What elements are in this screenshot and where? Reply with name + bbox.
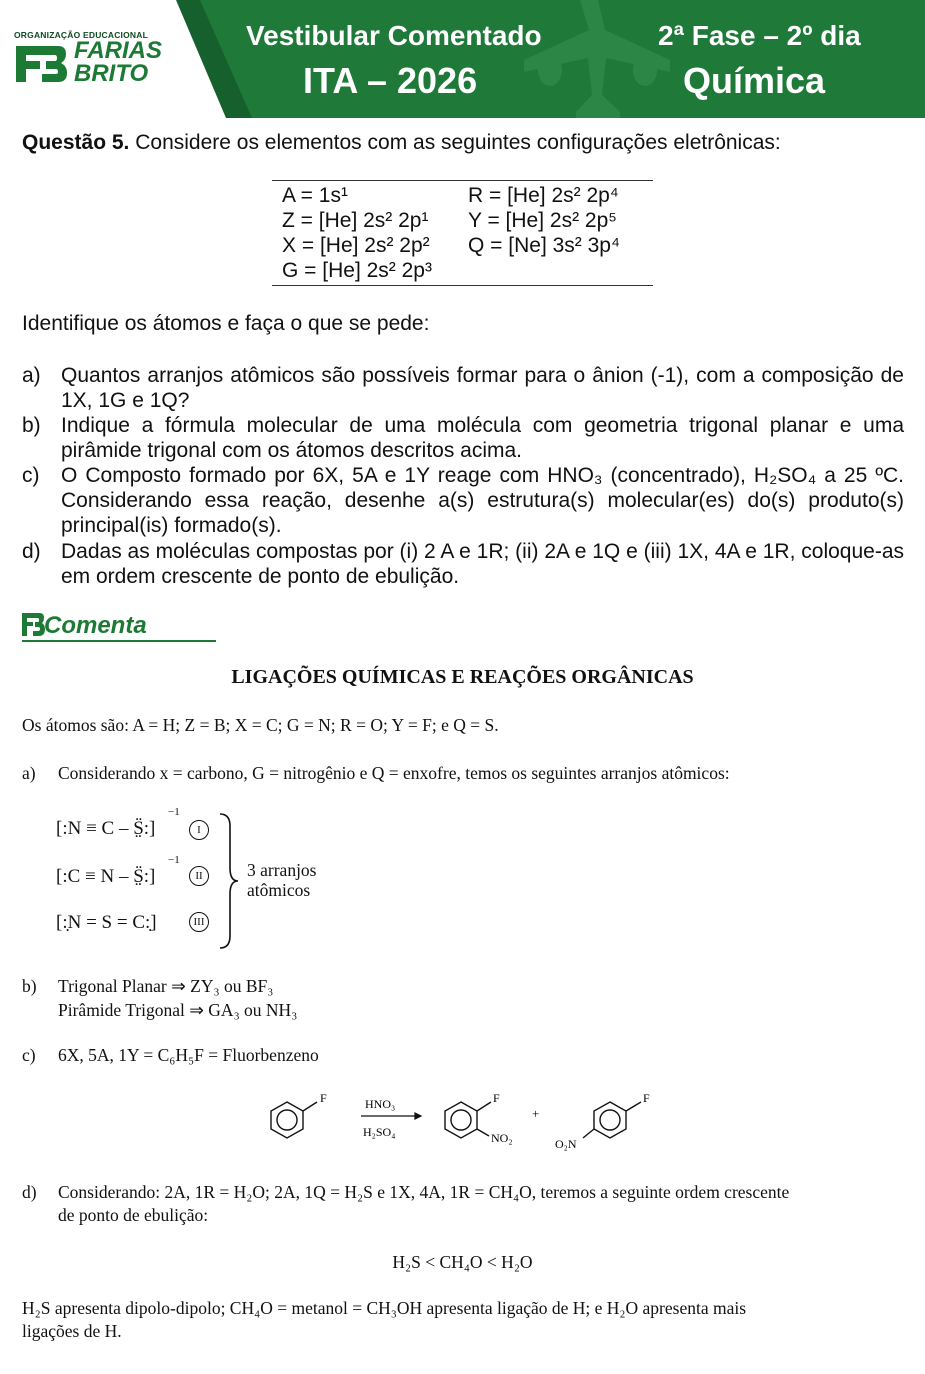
comenta-underline [22, 640, 216, 642]
item-label: c) [22, 464, 40, 487]
answer-c-text: 6X, 5A, 1Y = C₆H₅F = Fluorbenzeno [58, 1045, 319, 1065]
charge-2: −1 [168, 854, 180, 866]
nitro-label: NO₂ [491, 1131, 513, 1145]
lewis-structure-3: [:̣N = S = C:̣] [56, 912, 157, 933]
header-subject: Química [683, 60, 826, 101]
roman-numeral-1: I [189, 820, 209, 840]
config-R: R = [He] 2s² 2p⁴ [468, 184, 619, 207]
item-text: Dadas as moléculas compostas por (i) 2 A e 1R; (ii) 2A e 1Q e (iii) 1X, 4A e 1R, coloque-as em ordem crescente de ponto de ebulição. [61, 540, 904, 588]
question-intro: Identifique os átomos e faça o que se pede: [22, 312, 430, 335]
item-label: b) [22, 414, 41, 437]
ortho-product-ring [445, 1102, 491, 1138]
roman-numeral-3: III [189, 912, 209, 932]
config-Y: Y = [He] 2s² 2p⁵ [468, 209, 617, 232]
fb-monogram-icon [14, 42, 68, 86]
question-number: Questão 5. [22, 131, 130, 154]
config-table [272, 180, 653, 286]
page-header [0, 0, 925, 118]
logo-org-text: ORGANIZAÇÃO EDUCACIONAL [14, 30, 148, 40]
comenta-label: Comenta [44, 612, 147, 639]
para-product-ring [583, 1102, 641, 1138]
brace-label-line2: atômicos [247, 880, 311, 900]
fluorine-label-3: F [643, 1091, 650, 1105]
item-text: Quantos arranjos atômicos são possíveis formar para o ânion (-1), com a composição de 1X, 1G e 1Q? [61, 364, 904, 412]
answer-d-label: d) [22, 1182, 37, 1202]
fluorine-label-2: F [493, 1091, 500, 1105]
answer-a-label: a) [22, 763, 36, 783]
explanation-line1: H₂S apresenta dipolo-dipolo; CH₄O = metanol = CH₃OH apresenta ligação de H; e H₂O apresenta mais [22, 1298, 747, 1318]
charge-1: −1 [168, 806, 180, 818]
fluorobenzene-ring [271, 1102, 317, 1138]
config-Z: Z = [He] 2s² 2p¹ [282, 209, 429, 232]
question-item-d [22, 539, 904, 589]
section-title: LIGAÇÕES QUÍMICAS E REAÇÕES ORGÂNICAS [231, 666, 694, 688]
reagent-h2so4: H₂SO₄ [363, 1125, 396, 1139]
config-A: A = 1s¹ [282, 184, 348, 207]
question-statement: Considere os elementos com as seguintes configurações eletrônicas: [135, 131, 781, 154]
item-label: a) [22, 364, 41, 387]
answer-c-label: c) [22, 1045, 36, 1065]
brace-label-line1: 3 arranjos [247, 860, 317, 880]
item-text: Indique a fórmula molecular de uma molécula com geometria trigonal planar e uma pirâmide trigonal com os átomos descritos acima. [61, 414, 904, 462]
config-G: G = [He] 2s² 2p³ [282, 259, 432, 282]
question-title [22, 131, 781, 155]
fluorine-label-1: F [320, 1091, 327, 1105]
nitration-reaction-diagram [265, 1088, 665, 1156]
question-item-c [22, 463, 904, 538]
roman-numeral-2: II [189, 866, 209, 886]
farias-brito-logo [14, 30, 164, 90]
answer-b-label: b) [22, 976, 37, 996]
o2n-label: O₂N [555, 1137, 577, 1151]
answer-d-text2: de ponto de ebulição: [58, 1205, 209, 1225]
boiling-order: H₂S < CH₄O < H₂O [392, 1252, 533, 1272]
logo-farias-text: FARIAS [74, 37, 163, 64]
answer-b-line1: Trigonal Planar ⇒ ZY₃ ou BF₃ [58, 976, 274, 996]
question-item-b [22, 413, 904, 463]
curly-brace-icon [218, 812, 242, 950]
header-exam: ITA – 2026 [303, 60, 478, 101]
header-title: Vestibular Comentado [246, 20, 542, 51]
plus-sign: + [532, 1106, 540, 1121]
answer-b-line2: Pirâmide Trigonal ⇒ GA₃ ou NH₃ [58, 1000, 298, 1020]
lewis-structure-1: [:N ≡ C – S̤̈:] [56, 818, 156, 839]
item-label: d) [22, 540, 41, 563]
logo-brito-text: BRITO [74, 60, 149, 87]
config-Q: Q = [Ne] 3s² 3p⁴ [468, 234, 621, 257]
answer-a-text: Considerando x = carbono, G = nitrogênio e Q = enxofre, temos os seguintes arranjos atômicos: [58, 763, 730, 783]
lewis-structure-2: [:C ≡ N – S̤̈:] [56, 866, 156, 887]
reagent-hno3: HNO₃ [365, 1097, 396, 1111]
answer-d-text1: Considerando: 2A, 1R = H₂O; 2A, 1Q = H₂S e 1X, 4A, 1R = CH₄O, teremos a seguinte ordem crescente [58, 1182, 790, 1202]
atoms-identification: Os átomos são: A = H; Z = B; X = C; G = N; R = O; Y = F; e Q = S. [22, 715, 499, 735]
question-item-a [22, 363, 904, 413]
item-text: O Composto formado por 6X, 5A e 1Y reage com HNO₃ (concentrado), H₂SO₄ a 25 ºC. Considerando essa reação, desenhe a(s) estrutura(s) molecular(es) do(s) produto(s) principal(is) formado(s). [61, 464, 904, 537]
explanation-line2: ligações de H. [22, 1321, 122, 1341]
config-X: X = [He] 2s² 2p² [282, 234, 430, 257]
reaction-arrow-icon [361, 1113, 421, 1119]
header-phase: 2ª Fase – 2º dia [658, 20, 861, 51]
